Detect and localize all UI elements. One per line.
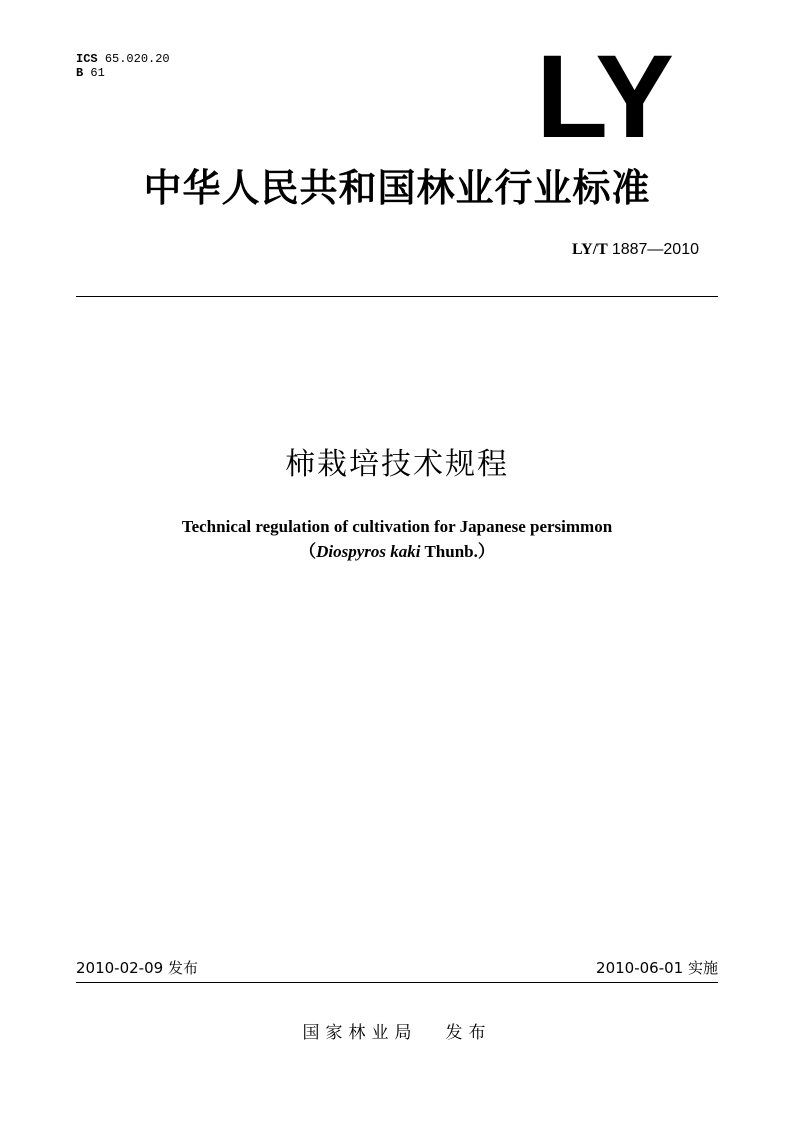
effective-date: 2010-06-01 实施 <box>596 959 718 977</box>
ccs-label: B <box>76 66 84 80</box>
standard-code <box>572 240 699 260</box>
standard-code-prefix: LY/T <box>571 241 608 258</box>
subtitle-latin-name: Diospyros kaki <box>316 542 421 561</box>
publisher-name: 国家林业局 <box>302 1023 418 1043</box>
top-divider <box>76 296 718 297</box>
issue-date: 2010-02-09 发布 <box>76 959 198 977</box>
document-subtitle <box>0 541 794 563</box>
classification-codes <box>76 52 170 80</box>
ccs-code: 61 <box>90 66 105 80</box>
ly-logo: LY <box>536 31 672 163</box>
publisher-line <box>0 1021 794 1045</box>
ccs-code-line <box>76 66 170 80</box>
subtitle-open-paren: （ <box>299 542 317 561</box>
ics-label: ICS <box>76 52 98 66</box>
standard-code-number: 1887—2010 <box>611 241 699 258</box>
bottom-divider <box>76 982 718 983</box>
document-title-cn: 柿栽培技术规程 <box>285 447 509 482</box>
publish-word: 发布 <box>445 1023 492 1043</box>
subtitle-close-paren: ） <box>477 542 495 561</box>
subtitle-author: Thunb. <box>420 542 478 561</box>
document-title-en: Technical regulation of cultivation for Japanese persimmon <box>181 517 613 536</box>
standard-category-title: 中华人民共和国林业行业标准 <box>143 166 651 210</box>
ics-code-line <box>76 52 170 66</box>
ics-code: 65.020.20 <box>104 52 170 66</box>
